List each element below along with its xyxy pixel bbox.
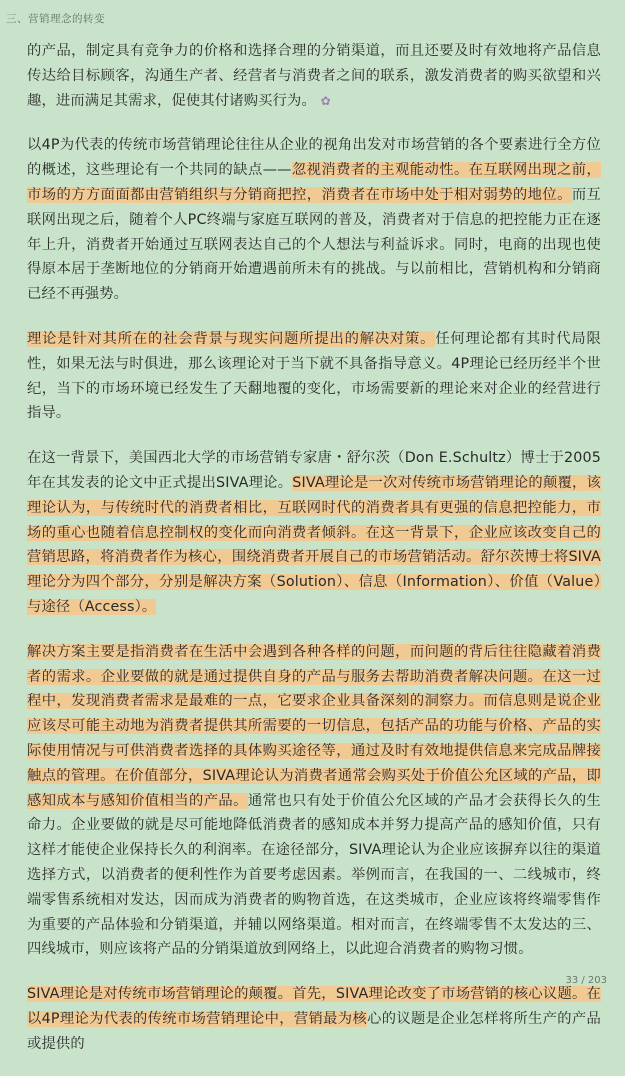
paragraph (27, 39, 601, 113)
paragraph (27, 327, 601, 426)
page-content (27, 39, 601, 1076)
highlighted-text[interactable]: SIVA理论是一次对传统市场营销理论的颠覆，该理论认为，与传统时代的消费者相比，互联网时代的消费者具有更强的信息把控能力，市场的重心也随着信息控制权的变化而向消费者倾斜。在这一背景下，企业应该改变自己的营销思路，将消费者作为核心，围绕消费者开展自己的市场营销活动。舒尔茨博士将SIVA理论分为四个部分，分别是解决方案（Solution）、信息（Information）、价值（Value）与途径（Access）。 (27, 474, 602, 615)
text-segment: 心的议题是企业怎样将所生产的产品或提供的 (27, 1010, 601, 1052)
paragraph (27, 446, 601, 620)
text-segment: 以4P为代表的传统市场营销理论往往从企业的视角出发对市场营销的各个要素进行全方位的概述，这些理论有一个共同的缺点—— (27, 137, 601, 179)
text-segment: 在这一背景下，美国西北大学的市场营销专家唐・舒尔茨（Don E.Schultz）博士于2005年在其发表的论文中正式提出SIVA理论。 (27, 450, 601, 491)
highlighted-text[interactable]: 解决方案主要是指消费者在生活中会遇到各种各样的问题，而问题的背后往往隐藏着消费者的需求。企业要做的就是通过提供自身的产品与服务去帮助消费者解决问题。在这一过程中，发现消费者需求是最难的一点，它要求企业具备深刻的洞察力。而信息则是说企业应该尽可能主动地为消费者提供其所需要的一切信息，包括产品的功能与价格、产品的实际使用情况与可供消费者选择的具体购买途径等，通过及时有效地提供信息来完成品牌接触点的管理。在价值部分，SIVA理论认为消费者通常会购买处于价值公允区域的产品，即感知成本与感知价值相当的产品。 (27, 643, 601, 809)
highlighted-text[interactable]: 忽视消费者的主观能动性。在互联网出现之前，市场的方方面面都由营销组织与分销商把控，消费者在市场中处于相对弱势的地位。 (27, 162, 601, 203)
chapter-header: 三、营销理念的转变 (6, 13, 105, 25)
paragraph (27, 133, 601, 307)
text-segment: 而互联网出现之后，随着个人PC终端与家庭互联网的普及，消费者对于信息的把控能力正在逐年上升，消费者开始通过互联网表达自己的个人想法与利益诉求。同时，电商的出现也使得原本居于垄断地位的分销商开始遭遇前所未有的挑战。与以前相比，营销机构和分销商已经不再强势。 (27, 186, 601, 303)
text-segment: 的产品，制定具有竞争力的价格和选择合理的分销渠道，而且还要及时有效地将产品信息传达给目标顾客，沟通生产者、经营者与消费者之间的联系，激发消费者的购买欲望和兴趣，进而满足其需求，促使其付诸购买行为。 (27, 43, 601, 109)
text-segment: 通常也只有处于价值公允区域的产品才会获得长久的生命力。企业要做的就是尽可能地降低消费者的感知成本并努力提高产品的感知价值，只有这样才能使企业保持长久的利润率。在途径部分，SIVA理论认为企业应该摒弃以往的渠道选择方式，以消费者的便利性作为首要考虑因素。举例而言，在我国的一、二线城市，终端零售系统相对发达，因而成为消费者的购物首选，在这类城市，企业应该将终端零售作为重要的产品体验和分销渠道，并辅以网络渠道。相对而言，在终端零售不太发达的三、四线城市，则应该将产品的分销渠道放到网络上，以此迎合消费者的购物习惯。 (27, 792, 601, 958)
page-indicator: 33 / 203 (565, 975, 607, 986)
highlighted-text[interactable]: 理论是针对其所在的社会背景与现实问题所提出的解决对策。 (27, 330, 436, 347)
paragraph (27, 982, 601, 1056)
text-segment: 任何理论都有其时代局限性，如果无法与时俱进，那么该理论对于当下就不具备指导意义。4P理论已经历经半个世纪，当下的市场环境已经发生了天翻地覆的变化，市场需要新的理论来对企业的经营进行指导。 (27, 330, 601, 422)
gear-icon[interactable]: ✿ (320, 93, 331, 108)
highlighted-text[interactable]: SIVA理论是对传统市场营销理论的颠覆。首先，SIVA理论改变了市场营销的核心议题。在以4P理论为代表的传统市场营销理论中，营销最为核 (27, 986, 601, 1027)
paragraph (27, 640, 601, 962)
